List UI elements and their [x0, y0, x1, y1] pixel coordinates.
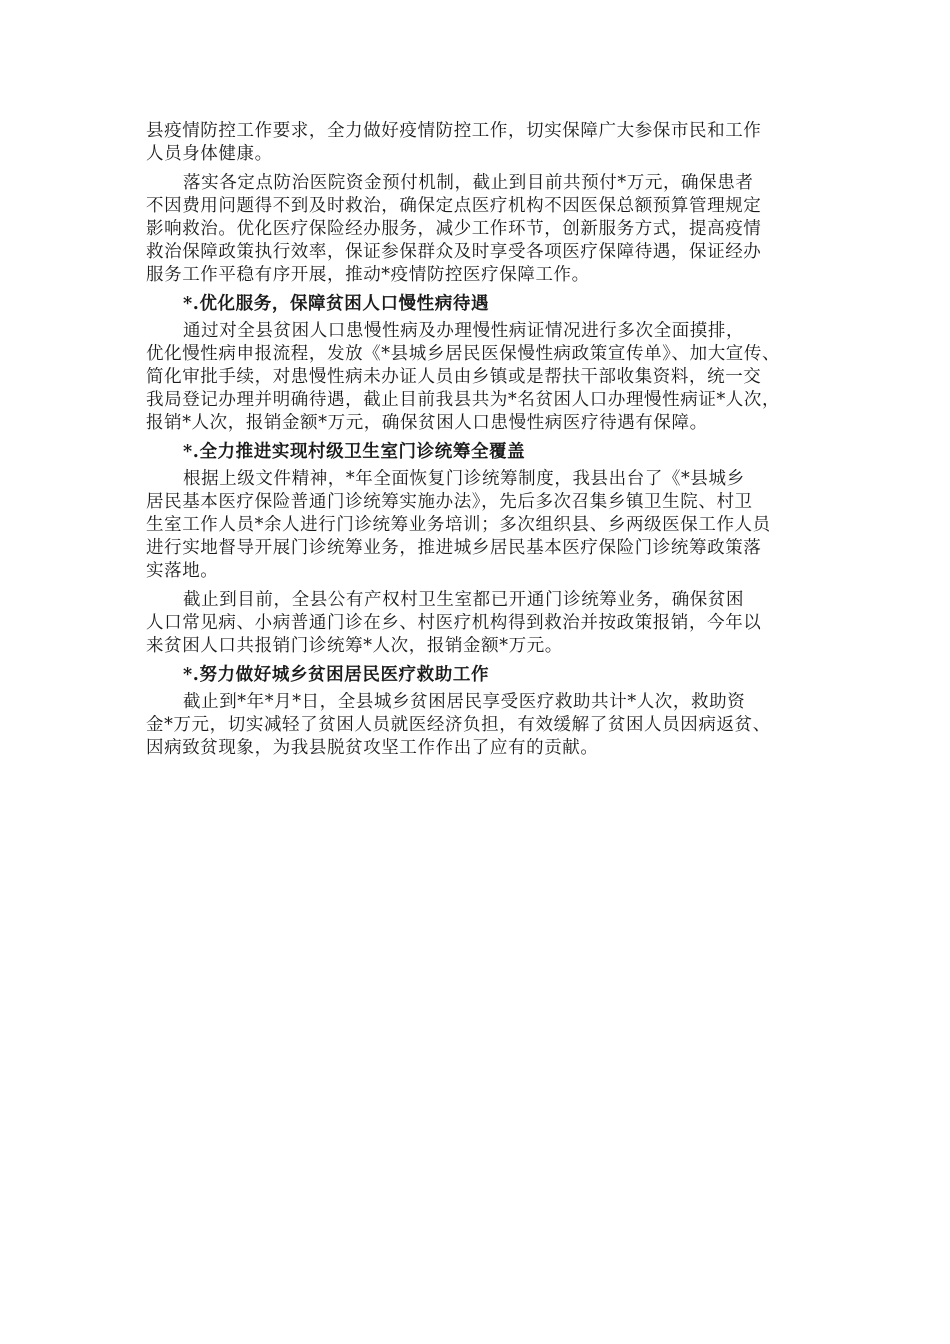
text-line: 金*万元，切实减轻了贫困人员就医经济负担，有效缓解了贫困人员因病返贫、 — [146, 715, 771, 735]
text-line: 人员身体健康。 — [146, 144, 273, 164]
section-heading-outpatient-coverage: *.全力推进实现村级卫生室门诊统筹全覆盖 — [183, 442, 526, 462]
paragraph-outpatient-policy — [146, 468, 818, 583]
text-line: 居民基本医疗保险普通门诊统筹实施办法》，先后多次召集乡镇卫生院、村卫 — [146, 492, 753, 512]
text-line: 实落地。 — [146, 561, 219, 581]
paragraph-outpatient-results — [146, 589, 818, 658]
text-line: 影响救治。优化医疗保险经办服务，减少工作环节，创新服务方式，提高疫情 — [146, 219, 762, 239]
section-heading-medical-assistance: *.努力做好城乡贫困居民医疗救助工作 — [183, 665, 490, 685]
text-line: 因病致贫现象，为我县脱贫攻坚工作作出了应有的贡献。 — [146, 738, 599, 758]
text-line: 根据上级文件精神，*年全面恢复门诊统筹制度，我县出台了《*县城乡 — [183, 469, 745, 489]
text-line: 报销*人次，报销金额*万元，确保贫困人口患慢性病医疗待遇有保障。 — [146, 413, 708, 433]
text-line: 截止到目前，全县公有产权村卫生室都已开通门诊统筹业务，确保贫困 — [183, 590, 745, 610]
text-line: 来贫困人口共报销门诊统筹*人次，报销金额*万元。 — [146, 636, 563, 656]
text-line: 服务工作平稳有序开展，推动*疫情防控医疗保障工作。 — [146, 265, 590, 285]
text-line: 简化审批手续，对患慢性病未办证人员由乡镇或是帮扶干部收集资料，统一交 — [146, 367, 762, 387]
paragraph-prepayment — [146, 172, 818, 287]
text-line: 截止到*年*月*日，全县城乡贫困居民享受医疗救助共计*人次，救助资 — [183, 692, 746, 712]
document-page — [146, 120, 818, 766]
text-line: 生室工作人员*余人进行门诊统筹业务培训；多次组织县、乡两级医保工作人员 — [146, 515, 771, 535]
text-line: 救治保障政策执行效率，保证参保群众及时享受各项医疗保障待遇，保证经办 — [146, 242, 762, 262]
section-heading-chronic-disease: *.优化服务，保障贫困人口慢性病待遇 — [183, 294, 490, 314]
text-line: 县疫情防控工作要求，全力做好疫情防控工作，切实保障广大参保市民和工作 — [146, 121, 762, 141]
text-line: 我局登记办理并明确待遇，截止目前我县共为*名贫困人口办理慢性病证*人次， — [146, 390, 781, 410]
text-line: 通过对全县贫困人口患慢性病及办理慢性病证情况进行多次全面摸排， — [183, 321, 745, 341]
text-line: 优化慢性病申报流程，发放《*县城乡居民医保慢性病政策宣传单》、加大宣传、 — [146, 344, 781, 364]
paragraph-chronic-disease — [146, 320, 818, 435]
text-line: 人口常见病、小病普通门诊在乡、村医疗机构得到救治并按政策报销，今年以 — [146, 613, 762, 633]
text-line: 进行实地督导开展门诊统筹业务，推进城乡居民基本医疗保险门诊统筹政策落 — [146, 538, 762, 558]
text-line: 落实各定点防治医院资金预付机制，截止到目前共预付*万元，确保患者 — [183, 173, 754, 193]
paragraph-medical-assistance — [146, 691, 818, 760]
paragraph-continued — [146, 120, 818, 166]
text-line: 不因费用问题得不到及时救治，确保定点医疗机构不因医保总额预算管理规定 — [146, 196, 762, 216]
